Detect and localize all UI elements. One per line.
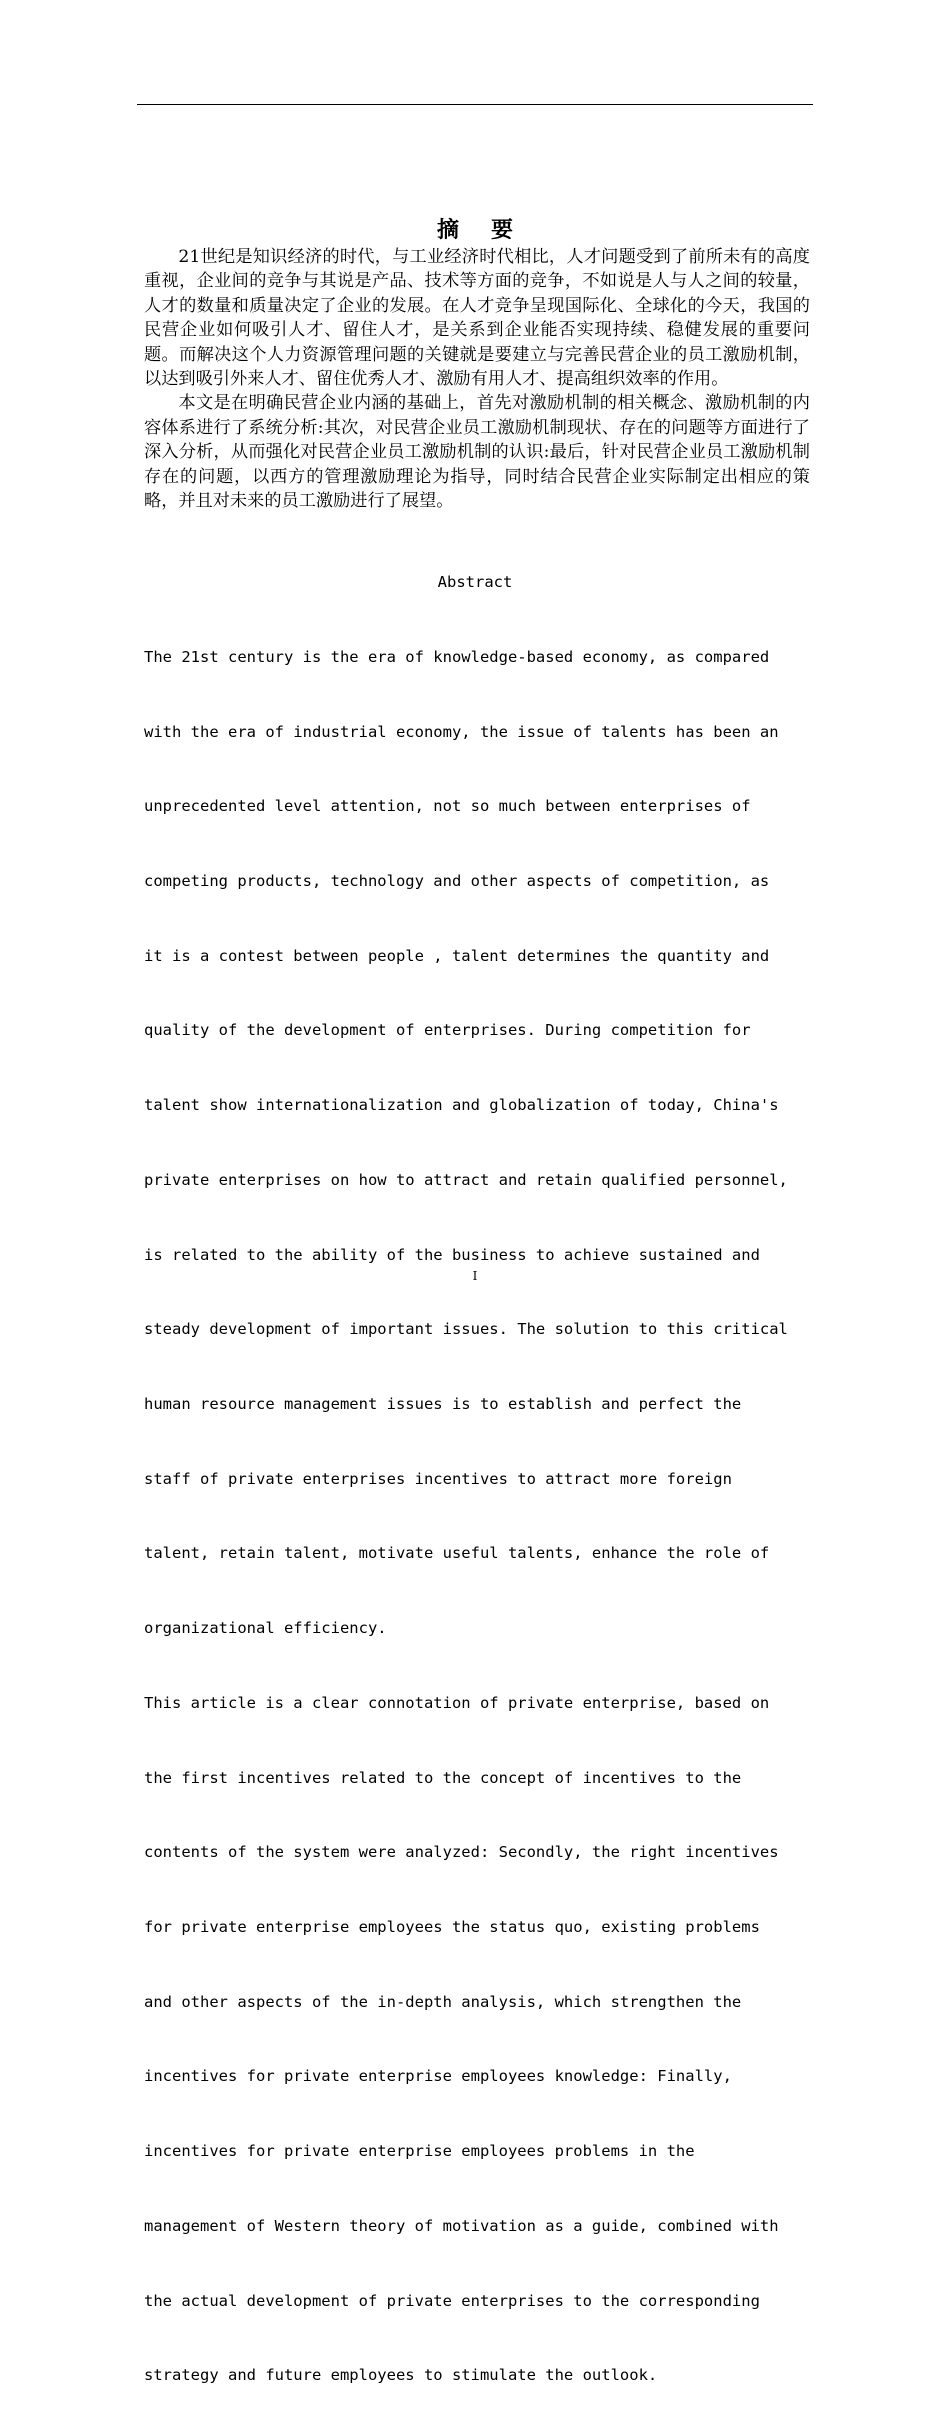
abstract-en-title: Abstract	[437, 573, 513, 591]
abstract-en-line: contents of the system were analyzed: Secondly, the right incentives	[144, 1843, 779, 1862]
abstract-en-line: it is a contest between people , talent determines the quantity and	[144, 946, 770, 965]
abstract-en-line: human resource management issues is to establish and perfect the	[144, 1395, 742, 1413]
abstract-en-line: steady development of important issues. The solution to this critical	[144, 1320, 788, 1339]
abstract-en-line: management of Western theory of motivation as a guide, combined with	[144, 2216, 779, 2235]
abstract-en-line: incentives for private enterprise employees problems in the	[144, 2142, 695, 2161]
abstract-en-line: is related to the ability of the business to achieve sustained and	[144, 1245, 760, 1264]
header-rule	[137, 104, 813, 105]
abstract-en-line: incentives for private enterprise employees knowledge: Finally,	[144, 2067, 732, 2086]
abstract-zh-title	[0, 216, 950, 246]
abstract-en-body	[144, 595, 824, 2413]
abstract-zh-title-char: 要	[491, 218, 514, 243]
abstract-en-line: strategy and future employees to stimulate the outlook.	[144, 2366, 658, 2385]
abstract-en-line: unprecedented level attention, not so much between enterprises of	[144, 797, 751, 816]
abstract-en-line: quality of the development of enterprises. During competition for	[144, 1021, 751, 1040]
abstract-en-line: The 21st century is the era of knowledge-based economy, as compared	[144, 647, 770, 666]
abstract-zh-body	[144, 245, 810, 513]
abstract-en-line: This article is a clear connotation of private enterprise, based on	[144, 1693, 770, 1712]
abstract-en-line: staff of private enterprises incentives to attract more foreign	[144, 1469, 732, 1488]
abstract-en-line: talent, retain talent, motivate useful talents, enhance the role of	[144, 1544, 770, 1563]
abstract-en-line: and other aspects of the in-depth analysis, which strengthen the	[144, 1992, 742, 2011]
abstract-en-line: competing products, technology and other aspects of competition, as	[144, 871, 770, 890]
abstract-zh-paragraph: 本文是在明确民营企业内涵的基础上，首先对激励机制的相关概念、激励机制的内容体系进行了系统分析:其次，对民营企业员工激励机制现状、存在的问题等方面进行了深入分析，从而强化对民营企业员工激励机制的认识:最后，针对民营企业员工激励机制存在的问题，以西方的管理激励理论为指导，同时结合民营企业实际制定出相应的策略，并且对未来的员工激励进行了展望。	[144, 393, 810, 512]
page-number: I	[472, 1269, 478, 1283]
abstract-en-line: the first incentives related to the concept of incentives to the	[144, 1768, 742, 1787]
abstract-en-line: the actual development of private enterprises to the corresponding	[144, 2291, 760, 2310]
abstract-en-line: with the era of industrial economy, the issue of talents has been an	[144, 722, 779, 741]
abstract-en-line: private enterprises on how to attract and retain qualified personnel,	[144, 1170, 788, 1189]
abstract-en-line: for private enterprise employees the status quo, existing problems	[144, 1918, 760, 1937]
abstract-zh-paragraph: 21世纪是知识经济的时代，与工业经济时代相比，人才问题受到了前所未有的高度重视，企业间的竞争与其说是产品、技术等方面的竞争，不如说是人与人之间的较量，人才的数量和质量决定了企业的发展。在人才竞争呈现国际化、全球化的今天，我国的民营企业如何吸引人才、留住人才，是关系到企业能否实现持续、稳健发展的重要问题。而解决这个人力资源管理问题的关键就是要建立与完善民营企业的员工激励机制，以达到吸引外来人才、留住优秀人才、激励有用人才、提高组织效率的作用。	[144, 247, 810, 390]
abstract-en-line: talent show internationalization and globalization of today, China's	[144, 1096, 779, 1115]
abstract-en-line: organizational efficiency.	[144, 1619, 387, 1638]
abstract-zh-title-char: 摘	[436, 218, 459, 243]
